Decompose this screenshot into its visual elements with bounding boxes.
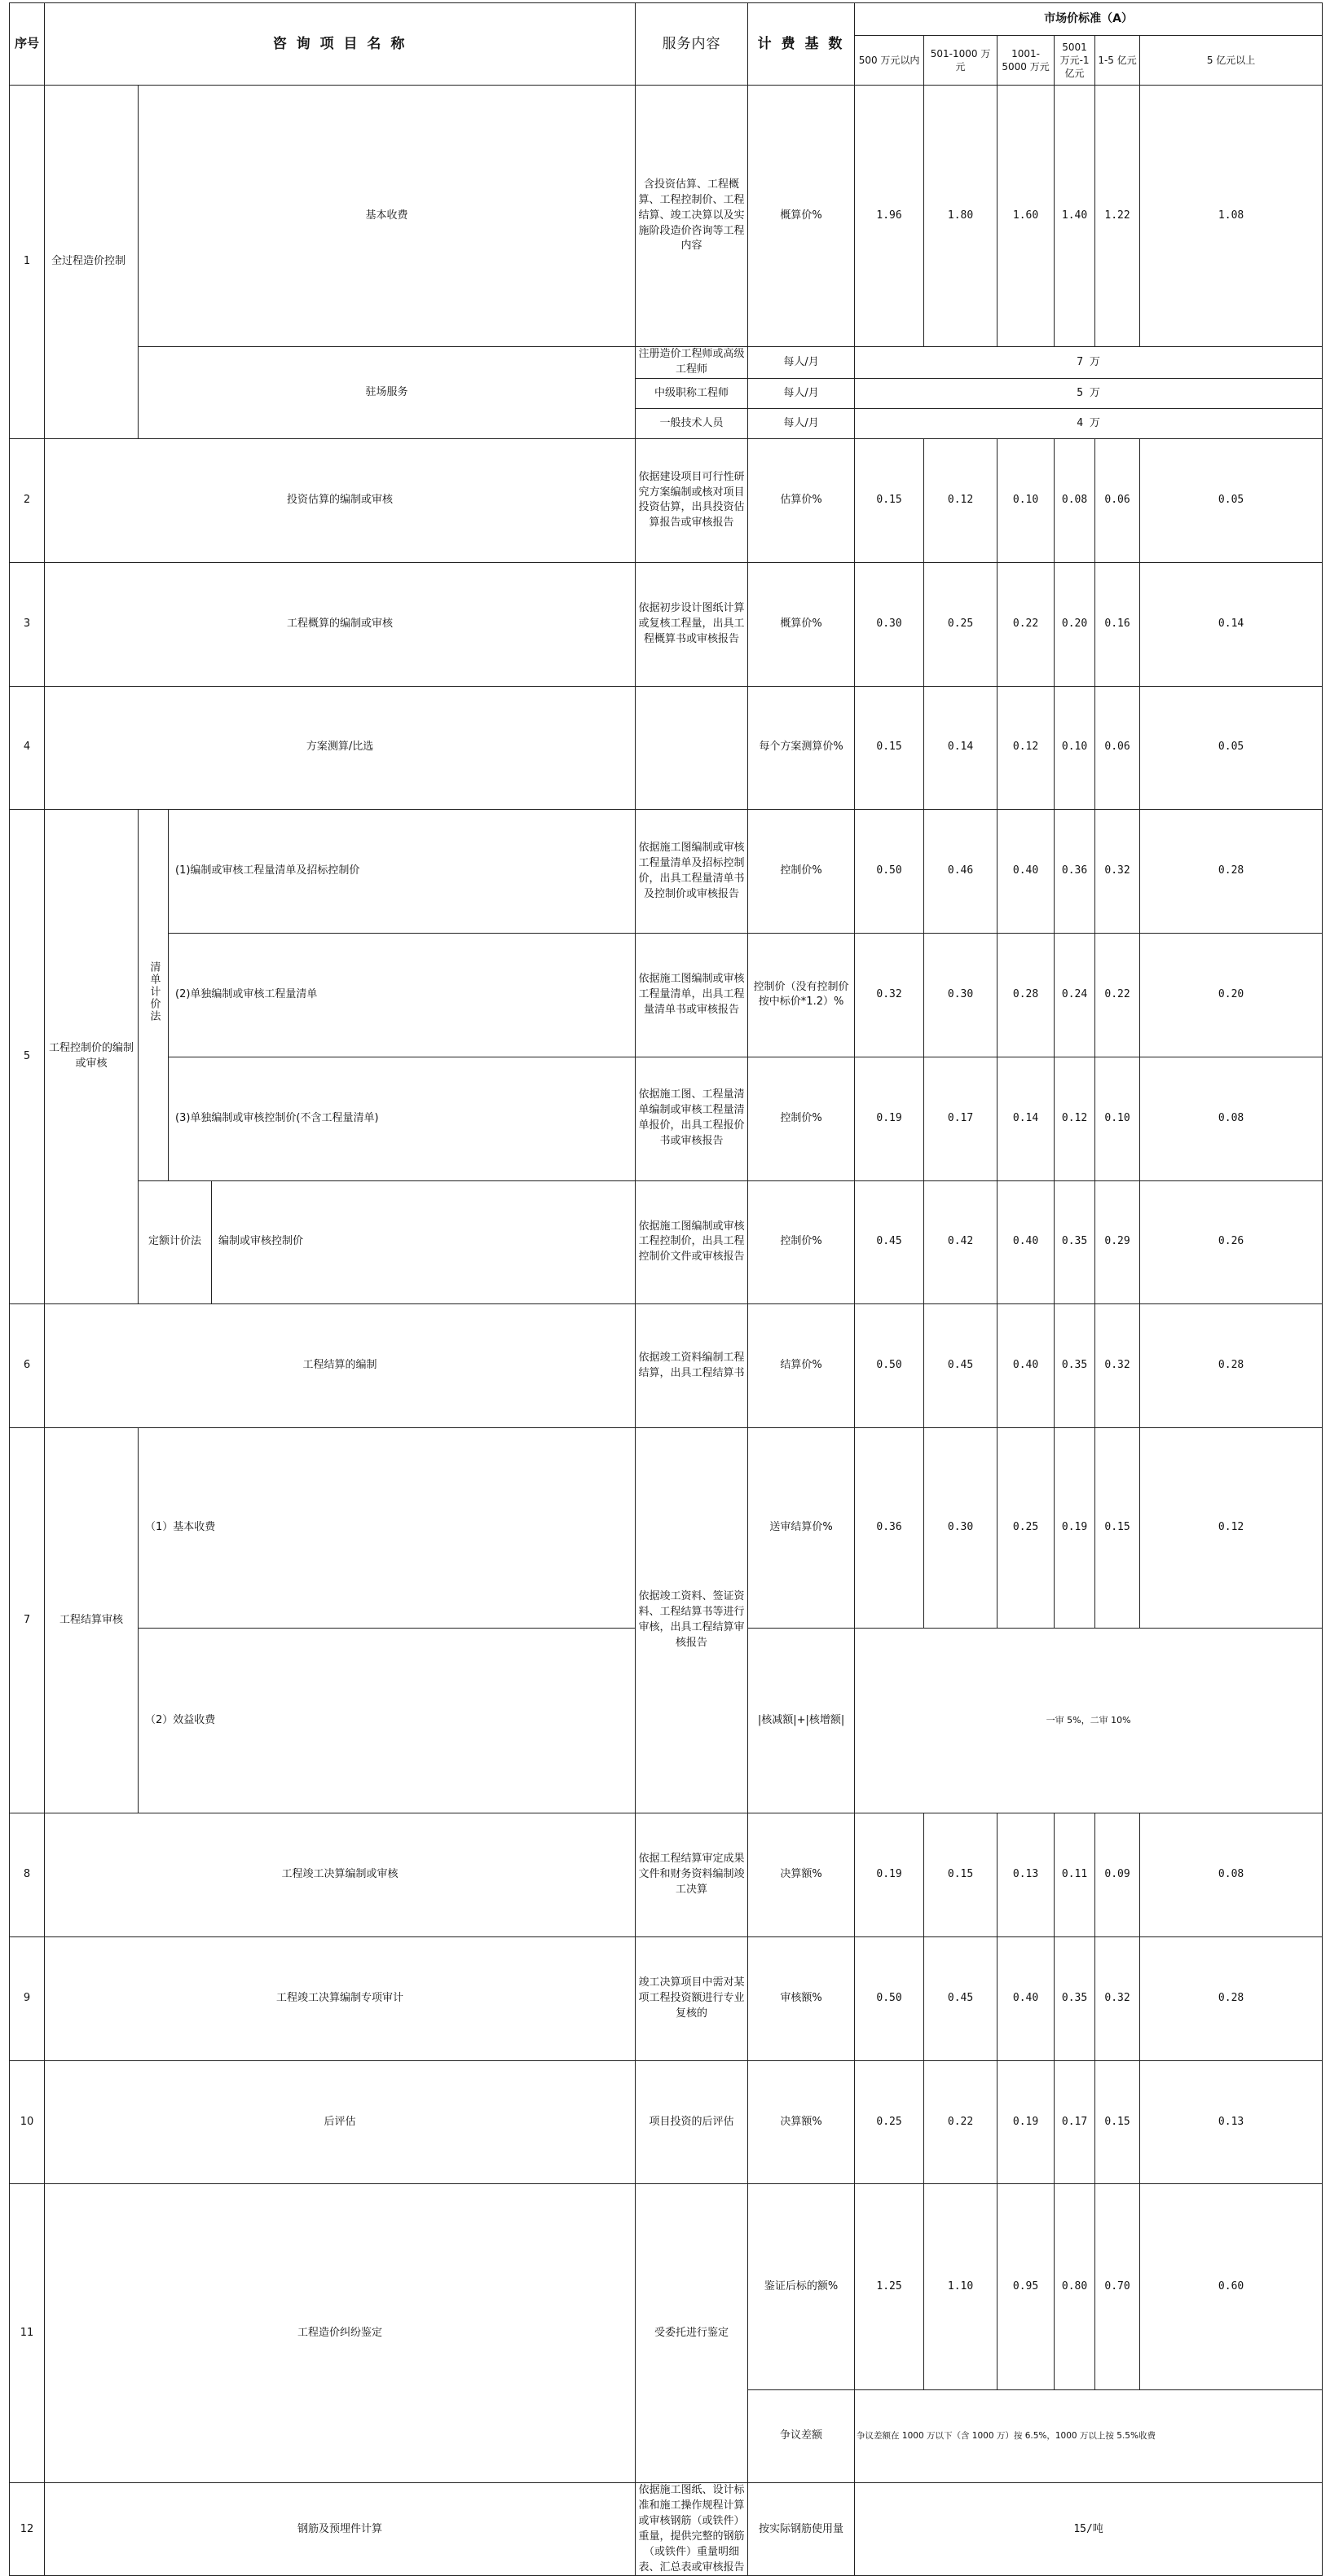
rate-cell: 0.40	[998, 1180, 1055, 1304]
table-row	[10, 1057, 1323, 1180]
row-sub-item: 编制或审核控制价	[212, 1180, 636, 1304]
row-item-name: 工程结算的编制	[45, 1304, 636, 1428]
table-row	[10, 347, 1323, 379]
rate-cell: 0.19	[1055, 1428, 1095, 1629]
rate-cell: 0.60	[1140, 2184, 1323, 2390]
rate-cell: 1.60	[998, 86, 1055, 347]
row-seq: 4	[10, 686, 45, 810]
row-sub-item: （1）基本收费	[139, 1428, 636, 1629]
row-item-name: 钢筋及预埋件计算	[45, 2483, 636, 2576]
table-row	[10, 1936, 1323, 2060]
method-list-pricing-label: 清单计价法	[148, 961, 161, 1023]
rate-cell: 0.40	[998, 1936, 1055, 2060]
row-content: 依据施工图纸、设计标准和施工操作规程计算或审核钢筋（或铁件）重量，提供完整的钢筋（或铁件）重量明细表、汇总表或审核报告	[636, 2483, 748, 2576]
rate-cell: 1.25	[855, 2184, 924, 2390]
header-tier: 1001-5000 万元	[998, 36, 1055, 86]
table-row	[10, 439, 1323, 563]
rate-cell: 0.24	[1055, 934, 1095, 1057]
row-basis: 决算额%	[748, 1813, 855, 1937]
row-basis: 控制价%	[748, 1180, 855, 1304]
row-seq: 1	[10, 86, 45, 439]
row-content: 依据施工图编制或审核工程控制价，出具工程控制价文件或审核报告	[636, 1180, 748, 1304]
rate-cell: 0.20	[1140, 934, 1323, 1057]
row-item-name: 全过程造价控制	[45, 86, 139, 439]
rate-cell: 0.15	[1095, 2060, 1140, 2184]
rate-cell: 0.25	[998, 1428, 1055, 1629]
rate-cell: 0.29	[1095, 1180, 1140, 1304]
rate-cell: 0.15	[1095, 1428, 1140, 1629]
row-basis: 每人/月	[748, 379, 855, 409]
rate-cell: 0.16	[1095, 562, 1140, 686]
rate-cell: 0.40	[998, 810, 1055, 934]
row-item-name: 工程造价纠纷鉴定	[45, 2184, 636, 2483]
rate-cell: 1.96	[855, 86, 924, 347]
rate-cell: 0.05	[1140, 686, 1323, 810]
rate-cell: 0.25	[855, 2060, 924, 2184]
rate-cell: 0.32	[1095, 1304, 1140, 1428]
rate-cell: 0.14	[1140, 562, 1323, 686]
header-tier: 5001 万元-1 亿元	[1055, 36, 1095, 86]
row-content: 依据施工图编制或审核工程量清单及招标控制价，出具工程量清单书及控制价或审核报告	[636, 810, 748, 934]
method-quota-pricing: 定额计价法	[139, 1180, 212, 1304]
table-row	[10, 1428, 1323, 1629]
rate-cell: 0.06	[1095, 439, 1140, 563]
rate-cell: 0.17	[1055, 2060, 1095, 2184]
rate-cell: 0.40	[998, 1304, 1055, 1428]
rate-cell: 0.45	[855, 1180, 924, 1304]
rate-cell: 0.50	[855, 1304, 924, 1428]
row-content: 依据施工图、工程量清单编制或审核工程量清单报价，出具工程报价书或审核报告	[636, 1057, 748, 1180]
header-seq: 序号	[10, 3, 45, 86]
row-content: 项目投资的后评估	[636, 2060, 748, 2184]
header-market-price: 市场价标准（A）	[855, 3, 1323, 36]
row-basis: 估算价%	[748, 439, 855, 563]
header-tier: 5 亿元以上	[1140, 36, 1323, 86]
row-seq: 2	[10, 439, 45, 563]
rate-cell: 0.10	[998, 439, 1055, 563]
row-item-name: 工程概算的编制或审核	[45, 562, 636, 686]
header-tier: 501-1000 万元	[924, 36, 998, 86]
rate-cell: 0.20	[1055, 562, 1095, 686]
rate-cell: 1.22	[1095, 86, 1140, 347]
flat-fee-cell: 7 万	[855, 347, 1323, 379]
row-content: 依据竣工资料、签证资料、工程结算书等进行审核，出具工程结算审核报告	[636, 1428, 748, 1813]
row-basis: 按实际钢筋使用量	[748, 2483, 855, 2576]
row-seq: 9	[10, 1936, 45, 2060]
fee-table-wrapper	[9, 2, 1323, 2576]
rate-cell: 0.10	[1055, 686, 1095, 810]
row-basis: 结算价%	[748, 1304, 855, 1428]
flat-fee-cell: 4 万	[855, 409, 1323, 439]
rate-cell: 0.45	[924, 1936, 998, 2060]
row-basis: |核减额|+|核增额|	[748, 1629, 855, 1813]
row-basis: 控制价%	[748, 810, 855, 934]
rate-cell: 0.17	[924, 1057, 998, 1180]
fee-standard-table	[9, 2, 1323, 2576]
row-content: 中级职称工程师	[636, 379, 748, 409]
rate-cell: 0.08	[1055, 439, 1095, 563]
row-basis: 鉴证后标的额%	[748, 2184, 855, 2390]
rate-cell: 0.28	[1140, 1304, 1323, 1428]
rate-cell: 0.70	[1095, 2184, 1140, 2390]
rate-cell: 1.10	[924, 2184, 998, 2390]
row-basis: 争议差额	[748, 2390, 855, 2483]
table-row	[10, 2483, 1323, 2576]
rate-cell: 0.09	[1095, 1813, 1140, 1937]
rate-cell: 0.32	[1095, 1936, 1140, 2060]
row-content: 依据初步设计图纸计算或复核工程量，出具工程概算书或审核报告	[636, 562, 748, 686]
row-sub-item: (3)单独编制或审核控制价(不含工程量清单)	[169, 1057, 636, 1180]
rate-cell: 0.11	[1055, 1813, 1095, 1937]
rate-cell: 0.46	[924, 810, 998, 934]
rate-cell: 0.13	[1140, 2060, 1323, 2184]
row-item-name: 工程控制价的编制或审核	[45, 810, 139, 1304]
row-item-name: 投资估算的编制或审核	[45, 439, 636, 563]
row-basis: 决算额%	[748, 2060, 855, 2184]
row-content: 依据竣工资料编制工程结算，出具工程结算书	[636, 1304, 748, 1428]
rate-cell: 1.80	[924, 86, 998, 347]
table-row	[10, 2184, 1323, 2390]
rate-cell: 0.42	[924, 1180, 998, 1304]
rate-cell: 1.08	[1140, 86, 1323, 347]
row-seq: 6	[10, 1304, 45, 1428]
row-sub-item: 驻场服务	[139, 347, 636, 439]
rate-cell: 0.35	[1055, 1936, 1095, 2060]
header-fee-basis: 计 费 基 数	[748, 3, 855, 86]
row-seq: 7	[10, 1428, 45, 1813]
table-row	[10, 86, 1323, 347]
rate-cell: 0.12	[1055, 1057, 1095, 1180]
row-basis: 控制价（没有控制价按中标价*1.2）%	[748, 934, 855, 1057]
rate-cell: 0.30	[924, 934, 998, 1057]
row-item-name: 方案测算/比选	[45, 686, 636, 810]
table-row	[10, 2060, 1323, 2184]
rate-cell: 0.28	[1140, 810, 1323, 934]
table-row	[10, 1813, 1323, 1937]
flat-fee-cell: 一审 5%，二审 10%	[855, 1629, 1323, 1813]
rate-cell: 0.32	[1095, 810, 1140, 934]
header-service-content: 服务内容	[636, 3, 748, 86]
table-row	[10, 810, 1323, 934]
row-basis: 每个方案测算价%	[748, 686, 855, 810]
row-basis: 概算价%	[748, 562, 855, 686]
rate-cell: 0.19	[855, 1057, 924, 1180]
rate-cell: 0.15	[855, 686, 924, 810]
rate-cell: 0.05	[1140, 439, 1323, 563]
rate-cell: 0.28	[998, 934, 1055, 1057]
row-seq: 8	[10, 1813, 45, 1937]
row-basis: 审核额%	[748, 1936, 855, 2060]
row-item-name: 工程竣工决算编制专项审计	[45, 1936, 636, 2060]
row-sub-item: (2)单独编制或审核工程量清单	[169, 934, 636, 1057]
row-basis: 送审结算价%	[748, 1428, 855, 1629]
row-content: 受委托进行鉴定	[636, 2184, 748, 2483]
table-row	[10, 562, 1323, 686]
rate-cell: 0.19	[998, 2060, 1055, 2184]
rate-cell: 0.50	[855, 810, 924, 934]
rate-cell: 0.35	[1055, 1180, 1095, 1304]
rate-cell: 0.14	[924, 686, 998, 810]
row-item-name: 工程竣工决算编制或审核	[45, 1813, 636, 1937]
row-sub-item: 基本收费	[139, 86, 636, 347]
table-row	[10, 686, 1323, 810]
row-basis: 每人/月	[748, 347, 855, 379]
rate-cell: 0.13	[998, 1813, 1055, 1937]
rate-cell: 0.10	[1095, 1057, 1140, 1180]
row-seq: 3	[10, 562, 45, 686]
rate-cell: 0.28	[1140, 1936, 1323, 2060]
table-row	[10, 934, 1323, 1057]
rate-cell: 0.19	[855, 1813, 924, 1937]
row-content	[636, 686, 748, 810]
row-content: 注册造价工程师或高级工程师	[636, 347, 748, 379]
rate-cell: 0.22	[924, 2060, 998, 2184]
header-tier: 500 万元以内	[855, 36, 924, 86]
method-list-pricing	[139, 810, 169, 1180]
rate-cell: 0.22	[1095, 934, 1140, 1057]
rate-cell: 0.08	[1140, 1813, 1323, 1937]
rate-cell: 0.36	[1055, 810, 1095, 934]
row-basis: 概算价%	[748, 86, 855, 347]
flat-fee-cell: 争议差额在 1000 万以下（含 1000 万）按 6.5%，1000 万以上按 5.5%收费	[855, 2390, 1323, 2483]
row-sub-item: （2）效益收费	[139, 1629, 636, 1813]
rate-cell: 0.26	[1140, 1180, 1323, 1304]
row-seq: 11	[10, 2184, 45, 2483]
rate-cell: 0.30	[855, 562, 924, 686]
rate-cell: 0.80	[1055, 2184, 1095, 2390]
flat-fee-cell: 5 万	[855, 379, 1323, 409]
rate-cell: 0.35	[1055, 1304, 1095, 1428]
row-basis: 控制价%	[748, 1057, 855, 1180]
rate-cell: 0.30	[924, 1428, 998, 1629]
row-content: 一般技术人员	[636, 409, 748, 439]
rate-cell: 0.06	[1095, 686, 1140, 810]
rate-cell: 0.12	[924, 439, 998, 563]
rate-cell: 0.15	[924, 1813, 998, 1937]
flat-fee-cell: 15/吨	[855, 2483, 1323, 2576]
row-content: 依据工程结算审定成果文件和财务资料编制竣工决算	[636, 1813, 748, 1937]
rate-cell: 0.50	[855, 1936, 924, 2060]
row-seq: 12	[10, 2483, 45, 2576]
row-item-name: 后评估	[45, 2060, 636, 2184]
rate-cell: 0.12	[998, 686, 1055, 810]
row-content: 依据施工图编制或审核工程量清单，出具工程量清单书或审核报告	[636, 934, 748, 1057]
rate-cell: 0.22	[998, 562, 1055, 686]
row-seq: 10	[10, 2060, 45, 2184]
row-item-name: 工程结算审核	[45, 1428, 139, 1813]
rate-cell: 0.15	[855, 439, 924, 563]
header-tier: 1-5 亿元	[1095, 36, 1140, 86]
table-row	[10, 1304, 1323, 1428]
row-content: 依据建设项目可行性研究方案编制或核对项目投资估算，出具投资估算报告或审核报告	[636, 439, 748, 563]
header-item-name: 咨 询 项 目 名 称	[45, 3, 636, 86]
rate-cell: 0.45	[924, 1304, 998, 1428]
rate-cell: 0.36	[855, 1428, 924, 1629]
row-content: 含投资估算、工程概算、工程控制价、工程结算、竣工决算以及实施阶段造价咨询等工程内容	[636, 86, 748, 347]
rate-cell: 1.40	[1055, 86, 1095, 347]
rate-cell: 0.32	[855, 934, 924, 1057]
rate-cell: 0.08	[1140, 1057, 1323, 1180]
table-row	[10, 1180, 1323, 1304]
row-sub-item: (1)编制或审核工程量清单及招标控制价	[169, 810, 636, 934]
rate-cell: 0.12	[1140, 1428, 1323, 1629]
row-content: 竣工决算项目中需对某项工程投资额进行专业复核的	[636, 1936, 748, 2060]
row-basis: 每人/月	[748, 409, 855, 439]
rate-cell: 0.25	[924, 562, 998, 686]
rate-cell: 0.95	[998, 2184, 1055, 2390]
row-seq: 5	[10, 810, 45, 1304]
rate-cell: 0.14	[998, 1057, 1055, 1180]
